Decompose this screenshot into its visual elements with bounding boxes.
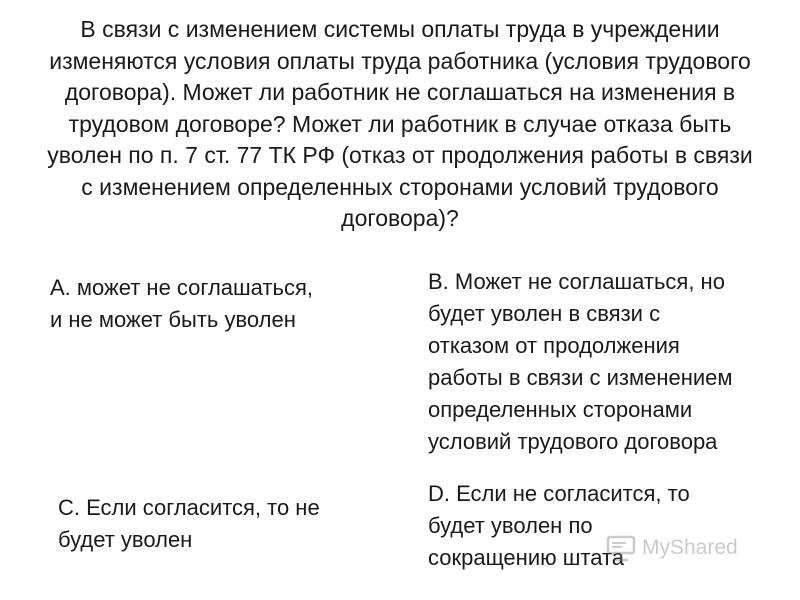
answer-line: будет уволен по (428, 513, 593, 538)
question-line: В связи с изменением системы оплаты труда в учреждении (80, 16, 720, 42)
question-text (40, 14, 760, 235)
answer-line: D. Если не согласится, то (428, 481, 690, 506)
question-line: изменяются условия оплаты труда работника (условия трудового (49, 47, 751, 74)
question-line: договора)? (341, 205, 459, 231)
question-line: трудовом договоре? Может ли работник в случае отказа быть (68, 110, 732, 137)
answer-line: условий трудового договора (428, 429, 718, 454)
answer-line: будет уволен (58, 527, 193, 552)
answer-option-a (50, 272, 313, 336)
watermark-text: MyShared (642, 536, 738, 559)
question-line: договора). Может ли работник не соглашаться на изменения в (64, 79, 736, 105)
answer-option-c (58, 492, 320, 556)
question-line: с изменением определенных сторонами условий трудового (81, 173, 719, 200)
answer-line: работы в связи с изменением (428, 365, 733, 390)
answer-line: отказом от продолжения (428, 333, 680, 358)
answer-line: и не может быть уволен (50, 307, 296, 332)
answer-option-d (428, 478, 690, 574)
question-line: уволен по п. 7 ст. 77 ТК РФ (отказ от продолжения работы в связи (47, 142, 753, 168)
answer-option-b (428, 266, 733, 458)
answer-line: сокращению штата (428, 545, 625, 570)
answer-line: С. Если согласится, то не (58, 495, 320, 520)
answer-line: определенных сторонами (428, 397, 693, 422)
answer-line: будет уволен в связи с (428, 301, 661, 326)
answer-line: А. может не соглашаться, (50, 275, 313, 300)
answer-line: В. Может не соглашаться, но (428, 269, 725, 294)
